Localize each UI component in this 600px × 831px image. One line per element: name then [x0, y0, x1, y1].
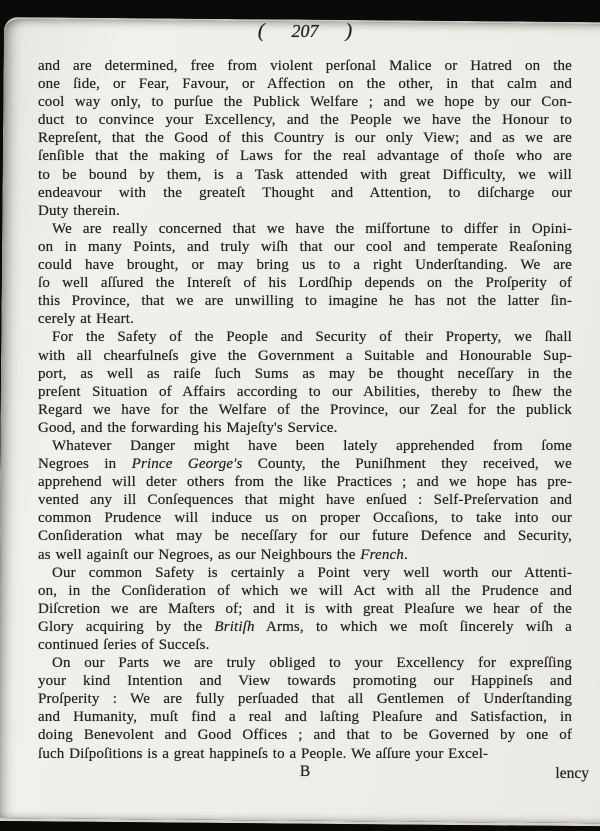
text-segment: ſo well aſſured the Intereſt of his Lordſhip depends on the Proſperity of — [38, 275, 572, 292]
signature-row — [38, 762, 589, 782]
text-line — [38, 184, 572, 202]
text-segment: cool way only, to purſue the Publick Welfare ; and we hope by our Con- — [38, 94, 572, 111]
text-segment: to be bound by them, is a Task attended with great Difficulty, we will — [38, 166, 572, 183]
text-line — [38, 166, 572, 184]
italic-text-segment: French — [360, 546, 404, 563]
text-line — [38, 654, 572, 672]
text-segment: as well againſt our Negroes, as our Neighbours the — [38, 546, 361, 563]
text-line — [38, 202, 572, 220]
text-segment: Good, and the forwarding his Majeſty's Service. — [38, 419, 338, 436]
text-segment: Proſperity : We are fully perſuaded that all Gentlemen of Underſtanding — [38, 691, 572, 708]
text-segment: and are determined, free from violent perſonal Malice or Hatred on the — [38, 58, 572, 74]
text-segment: Repreſent, that the Good of this Country is our only View; and as we are — [38, 130, 572, 147]
text-segment: Conſideration what may be neceſſary for our future Defence and Security, — [38, 528, 572, 545]
text-line — [38, 600, 572, 618]
text-line — [38, 365, 572, 383]
text-segment: one ſide, or Fear, Favour, or Affection on the other, in that calm and — [38, 76, 572, 93]
text-segment: on in many Points, and truly wiſh that our cool and temperate Reaſoning — [38, 238, 572, 255]
italic-text-segment: Britiſh — [214, 618, 255, 635]
text-line — [38, 419, 572, 437]
text-segment: this Province, that we are unwilling to imagine he has not the latter ſin- — [38, 293, 572, 310]
text-line — [38, 582, 572, 600]
text-line — [38, 328, 572, 346]
text-line — [38, 618, 572, 636]
page-number-paren-close: ) — [345, 20, 353, 42]
text-segment: For the Safety of the People and Security of their Property, we ſhall — [52, 329, 572, 346]
text-segment: ſenſible that the making of Laws for the real advantage of thoſe who are — [38, 148, 572, 165]
text-segment: common Prudence will induce us on proper Occaſions, to take into our — [38, 510, 572, 527]
text-line — [38, 527, 572, 545]
text-segment: and Humanity, muſt find a real and laſting Pleaſure and Satisfaction, in — [38, 709, 572, 726]
text-line — [38, 455, 572, 473]
text-line — [38, 129, 572, 147]
text-segment: Glory acquiring by the — [38, 618, 215, 635]
page-number — [38, 20, 572, 44]
text-segment: apprehend will deter others from the like Practices ; and we hope has pre- — [38, 474, 572, 491]
text-line — [38, 147, 572, 165]
text-line — [38, 437, 572, 455]
text-segment: your kind Intention and View towards promoting our Happineſs and — [38, 673, 572, 690]
text-line — [38, 347, 572, 365]
text-segment: continued ſeries of Succeſs. — [38, 637, 210, 653]
text-segment: vented any ill Conſequences that might have enſued : Self-Preſervation and — [38, 492, 572, 509]
text-line — [38, 726, 572, 744]
text-line — [38, 636, 572, 654]
text-segment: Duty therein. — [38, 202, 120, 219]
text-segment: ſuch Diſpoſitions is a great happineſs to a People. We aſſure your Excel- — [38, 745, 489, 762]
text-segment: Our common Safety is certainly a Point very well worth our Attenti- — [52, 564, 572, 581]
page-number-paren-open: ( — [257, 20, 265, 42]
signature-mark: B — [299, 762, 311, 780]
text-segment: could have brought, or may bring us to a right Underſtanding. We are — [38, 257, 572, 274]
text-segment: with all chearfulneſs give the Government a Suitable and Honourable Sup- — [38, 347, 572, 364]
text-line — [38, 708, 572, 726]
text-segment: on, in the Conſideration of which we will Act with all the Prudence and — [38, 582, 572, 599]
italic-text-segment: Prince George's — [131, 456, 243, 473]
text-segment: We are really concerned that we have the miſfortune to differ in Opini- — [52, 220, 572, 237]
text-segment: . — [403, 546, 408, 563]
text-line — [38, 93, 572, 111]
text-line — [38, 546, 572, 564]
text-segment: cerely at Heart. — [38, 311, 135, 328]
text-segment: Diſcretion we are Maſters of; and it is with great Pleaſure we hear of the — [38, 600, 572, 617]
text-line — [38, 401, 572, 419]
page-content — [38, 20, 589, 782]
text-segment: port, as well as raiſe ſuch Sums as may be thought neceſſary in the — [38, 365, 572, 382]
text-segment: Whatever Danger might have been lately apprehended from ſome — [52, 437, 572, 454]
text-line — [38, 690, 572, 708]
text-line — [38, 310, 572, 328]
text-line — [38, 111, 572, 129]
text-line — [38, 220, 572, 238]
text-segment: Arms, to which we moſt ſincerely wiſh a — [254, 618, 572, 635]
text-segment: Negroes in — [38, 456, 132, 473]
text-segment: On our Parts we are truly obliged to your Excellency for expreſſing — [52, 655, 572, 672]
text-line — [38, 491, 572, 509]
text-line — [38, 383, 572, 401]
text-line — [38, 57, 572, 75]
text-line — [38, 256, 572, 274]
text-line — [38, 672, 572, 690]
text-line — [38, 274, 572, 292]
text-line — [38, 473, 572, 491]
text-segment: County, the Puniſhment they received, we — [242, 456, 572, 473]
text-line — [38, 75, 572, 93]
text-segment: preſent Situation of Affairs according to our Abilities, thereby to ſhew the — [38, 383, 572, 400]
text-segment: Regard we have for the Welfare of the Province, our Zeal for the publick — [38, 401, 572, 418]
text-line — [38, 564, 572, 582]
catchword: lency — [555, 764, 589, 782]
text-line — [38, 238, 572, 256]
text-line — [38, 509, 572, 527]
text-segment: doing Benevolent and Good Offices ; and that to be Governed by one of — [38, 727, 572, 744]
page-number-value: 207 — [291, 21, 319, 41]
page-text — [38, 57, 572, 763]
text-line — [38, 292, 572, 310]
text-segment: duct to convince your Excellency, and the People we have the Honour to — [38, 112, 572, 129]
text-segment: endeavour with the greateſt Thought and Attention, to diſcharge our — [38, 184, 572, 201]
text-line — [38, 745, 572, 763]
